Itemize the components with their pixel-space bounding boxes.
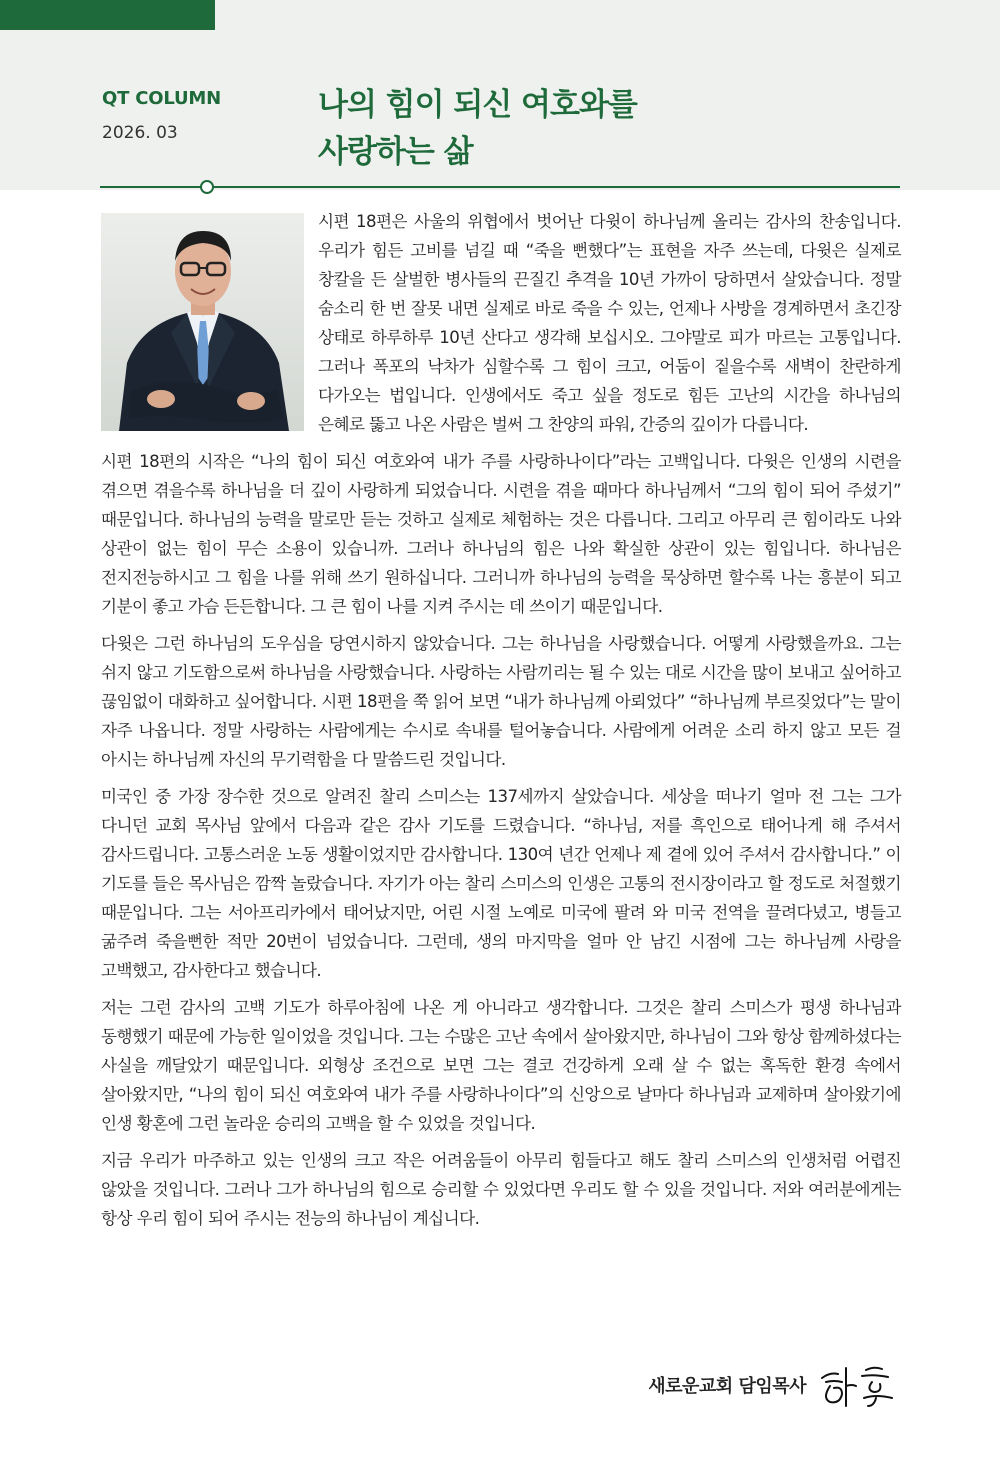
paragraph-2: 시편 18편의 시작은 “나의 힘이 되신 여호와여 내가 주를 사랑하나이다”라는 고백입니다. 다윗은 인생의 시련을 겪으면 겪을수록 하나님을 더 깊이 사랑하게 되었습니다. 시련을 겪을 때마다 하나님께서 “그의 힘이 되어 주셨기” 때문입니다. 하나님의 능력을 말로만 듣는 것하고 실제로 체험하는 것은 다릅니다. 그리고 아무리 큰 힘이라도 나와 상관이 없는 힘이 무슨 소용이 있습니까. 그러나 하나님의 힘은 나와 확실한 상관이 있는 힘입니다. 하나님은 전지전능하시고 그 힘을 나를 위해 쓰기 원하십니다. 그러니까 하나님의 능력을 묵상하면 할수록 나는 흥분이 되고 기분이 좋고 가슴 든든합니다. 그 큰 힘이 나를 지켜 주시는 데 쓰이기 때문입니다. [101,452,901,616]
paragraph-5: 저는 그런 감사의 고백 기도가 하루아침에 나온 게 아니라고 생각합니다. 그것은 찰리 스미스가 평생 하나님과 동행했기 때문에 가능한 일이었을 것입니다. 그는 수많은 고난 속에서 살아왔지만, 하나님이 그와 항상 함께하셨다는 사실을 깨달았기 때문입니다. 외형상 조건으로 보면 그는 결코 건강하게 오래 살 수 없는 혹독한 환경 속에서 살아왔지만, “나의 힘이 되신 여호와여 내가 주를 사랑하나이다”의 신앙으로 날마다 하나님과 교제하며 살아왔기에 인생 황혼에 그런 놀라운 승리의 고백을 할 수 있었을 것입니다. [101,998,901,1133]
paragraph-4: 미국인 중 가장 장수한 것으로 알려진 찰리 스미스는 137세까지 살았습니다. 세상을 떠나기 얼마 전 그는 그가 다니던 교회 목사님 앞에서 다음과 같은 감사 기도를 드렸습니다. “하나님, 저를 흑인으로 태어나게 해 주셔서 감사드립니다. 고통스러운 노동 생활이었지만 감사합니다. 130여 년간 언제나 제 곁에 있어 주셔서 감사합니다.” 이 기도를 들은 목사님은 깜짝 놀랐습니다. 자기가 아는 찰리 스미스의 인생은 고통의 전시장이라고 할 정도로 처절했기 때문입니다. 그는 서아프리카에서 태어났지만, 어린 시절 노예로 미국에 팔려 와 미국 전역을 끌려다녔고, 병들고 굶주려 죽을뻔한 적만 20번이 넘었습니다. 그런데, 생의 마지막을 얼마 안 남긴 시점에 그는 하나님께 사랑을 고백했고, 감사한다고 했습니다. [101,787,901,980]
handwritten-signature [816,1360,898,1410]
paragraph-3: 다윗은 그런 하나님의 도우심을 당연시하지 않았습니다. 그는 하나님을 사랑했습니다. 어떻게 사랑했을까요. 그는 쉬지 않고 기도함으로써 하나님을 사랑했습니다. 사랑하는 사람끼리는 될 수 있는 대로 시간을 많이 보내고 싶어하고 끊임없이 대화하고 싶어합니다. 시편 18편을 쭉 읽어 보면 “내가 하나님께 아뢰었다” “하나님께 부르짖었다”는 말이 자주 나옵니다. 정말 사랑하는 사람에게는 수시로 속내를 털어놓습니다. 사람에게 어려운 소리 하지 않고 모든 걸 아시는 하나님께 자신의 무기력함을 다 말씀드린 것입니다. [101,634,901,769]
paragraph-6: 지금 우리가 마주하고 있는 인생의 크고 작은 어려움들이 아무리 힘들다고 해도 찰리 스미스의 인생처럼 어렵진 않았을 것입니다. 그러나 그가 하나님의 힘으로 승리할 수 있었다면 우리도 할 수 있을 것입니다. 저와 여러분에게는 항상 우리 힘이 되어 주시는 전능의 하나님이 계십니다. [101,1151,901,1228]
pastor-title: 새로운교회 담임목사 [648,1376,806,1397]
article-body [101,207,901,1241]
title-line-2: 사랑하는 삶 [318,134,473,170]
signature [816,1360,898,1410]
portrait-illustration [101,213,304,431]
issue-date: 2026. 03 [102,123,178,143]
accent-tab [0,0,215,30]
paragraph-1: 시편 18편은 사울의 위협에서 벗어난 다윗이 하나님께 올리는 감사의 찬송입니다. 우리가 힘든 고비를 넘길 때 “죽을 뻔했다”는 표현을 자주 쓰는데, 다윗은 실제로 창칼을 든 살벌한 병사들의 끈질긴 추격을 10년 가까이 당하면서 살았습니다. 정말 숨소리 한 번 잘못 내면 실제로 바로 죽을 수 있는, 언제나 사방을 경계하면서 초긴장 상태로 하루하루 10년 산다고 생각해 보십시오. 그야말로 피가 마르는 고통입니다. 그러나 폭포의 낙차가 심할수록 그 힘이 크고, 어둠이 짙을수록 새벽이 찬란하게 다가오는 법입니다. 인생에서도 죽고 싶을 정도로 힘든 고난의 시간을 하나님의 은혜로 뚫고 나온 사람은 벌써 그 찬양의 파워, 간증의 깊이가 다릅니다. [318,212,901,434]
portrait-photo [101,213,304,431]
rule-knob [200,180,214,194]
signature-line [648,1360,898,1410]
article-title [318,82,918,176]
title-line-1: 나의 힘이 되신 여호와를 [318,87,637,123]
column-label: QT COLUMN [102,88,221,109]
header-rule [100,186,900,188]
